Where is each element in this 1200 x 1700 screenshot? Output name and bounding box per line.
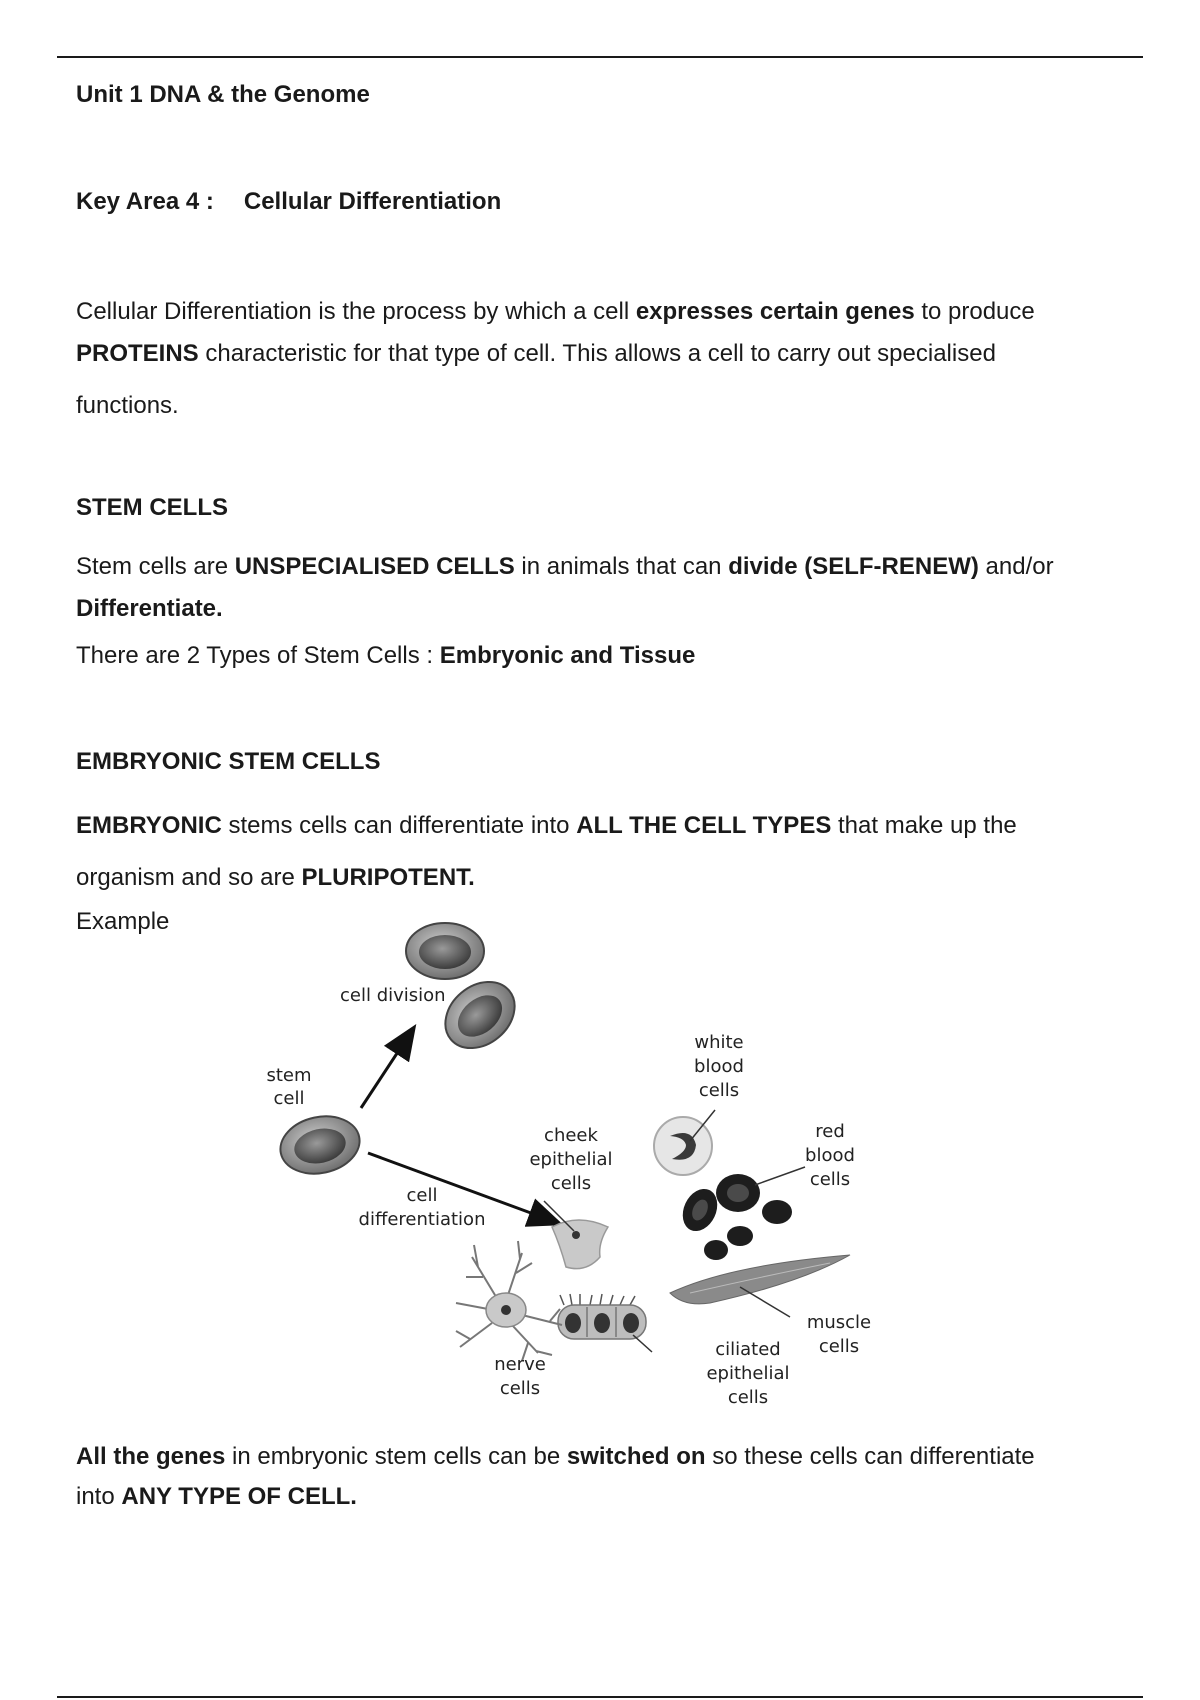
divided-cell-bottom: [432, 968, 528, 1061]
stem-cell-illustration: [275, 1109, 365, 1180]
red-blood-cells-illustration: [676, 1174, 792, 1260]
label-ciliated-3: cells: [727, 1387, 769, 1408]
label-stem-cell-2: cell: [273, 1088, 305, 1109]
label-differentiation-2: differentiation: [358, 1209, 486, 1230]
bottom-rule: [57, 1696, 1143, 1698]
label-muscle-2: cells: [818, 1336, 860, 1357]
muscle-cell-illustration: [670, 1255, 850, 1304]
label-nerve-2: cells: [499, 1378, 541, 1399]
cheek-epithelial-cell-illustration: [552, 1220, 608, 1269]
intro-paragraph: Cellular Differentiation is the process by which a cell expresses certain genes to produce PROTEINS characteristic for that type of cell. This allows a cell to carry out specialised functions.: [76, 298, 1035, 419]
label-ciliated-1: ciliated: [715, 1339, 781, 1360]
key-area-label: Key Area 4 :: [76, 188, 214, 215]
stem-cells-heading: STEM CELLS: [76, 494, 229, 521]
label-cell-division: cell division: [340, 985, 446, 1006]
label-red-blood-3: cells: [809, 1169, 851, 1190]
key-area-heading: [76, 187, 501, 217]
label-red-blood-2: blood: [805, 1145, 855, 1166]
conclusion-paragraph: All the genes in embryonic stem cells can be switched on so these cells can differentiate into ANY TYPE OF CELL.: [76, 1443, 1035, 1510]
embryonic-paragraph: EMBRYONIC stems cells can differentiate into ALL THE CELL TYPES that make up the organism and so are PLURIPOTENT.: [76, 812, 1017, 891]
label-differentiation-1: cell: [406, 1185, 438, 1206]
label-muscle-1: muscle: [806, 1312, 872, 1333]
embryonic-heading: EMBRYONIC STEM CELLS: [76, 748, 381, 775]
divided-cell-top: [406, 923, 484, 979]
top-rule: [57, 56, 1143, 58]
label-white-blood-1: white: [694, 1032, 744, 1053]
label-cheek-1: cheek: [544, 1125, 598, 1146]
label-cheek-2: epithelial: [529, 1149, 613, 1170]
label-ciliated-2: epithelial: [706, 1363, 790, 1384]
label-stem-cell-1: stem: [266, 1065, 312, 1086]
key-area-title: Cellular Differentiation: [243, 188, 502, 215]
example-label: Example: [76, 908, 170, 935]
ciliated-epithelial-cells-illustration: [558, 1294, 646, 1339]
unit-title: Unit 1 DNA & the Genome: [76, 81, 370, 108]
stem-types-line: There are 2 Types of Stem Cells : Embryonic and Tissue: [76, 642, 696, 669]
label-red-blood-1: red: [815, 1121, 845, 1142]
label-nerve-1: nerve: [494, 1354, 546, 1375]
stem-cells-paragraph: Stem cells are UNSPECIALISED CELLS in animals that can divide (SELF-RENEW) and/or Differentiate.: [76, 553, 1054, 622]
stem-cell-differentiation-diagram: [260, 905, 920, 1415]
label-cheek-3: cells: [550, 1173, 592, 1194]
label-white-blood-2: blood: [694, 1056, 744, 1077]
label-white-blood-3: cells: [698, 1080, 740, 1101]
cell-division-arrow: [361, 1029, 413, 1108]
